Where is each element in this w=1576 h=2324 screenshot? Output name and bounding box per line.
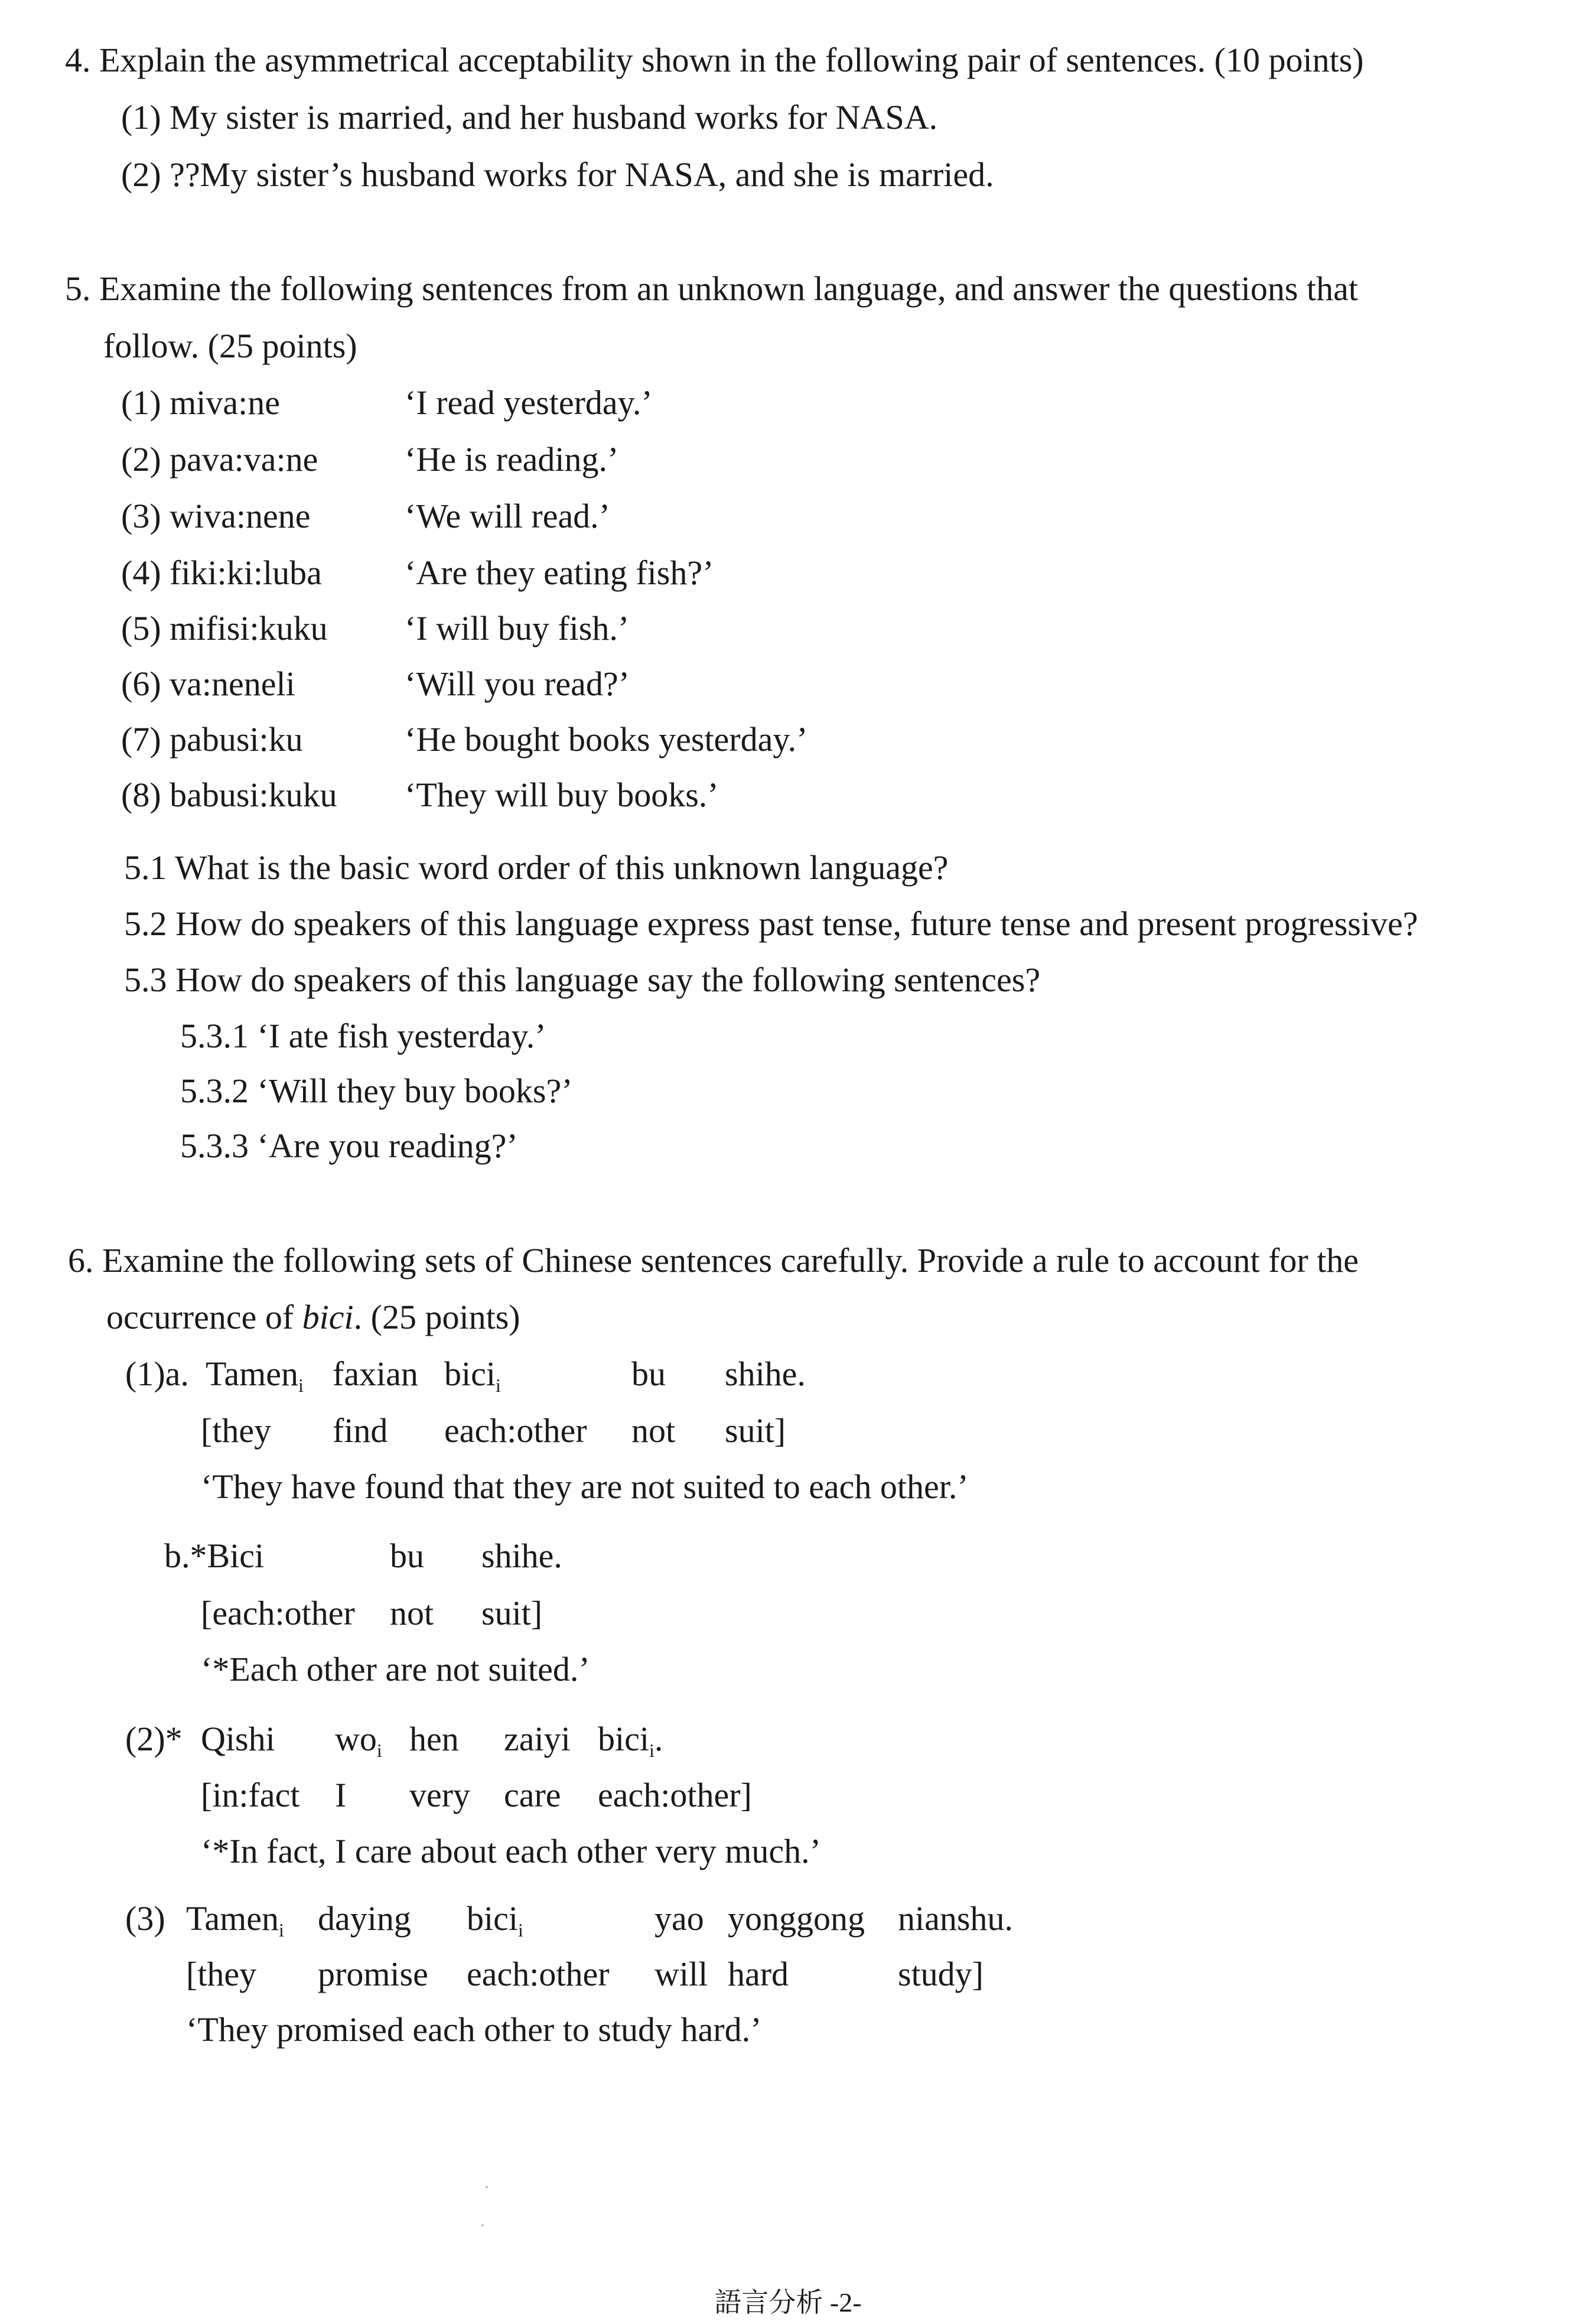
scan-speck xyxy=(486,2186,488,2188)
q5-gloss-2: ‘He is reading.’ xyxy=(405,440,619,479)
ex1a-word-1 xyxy=(206,1354,304,1397)
q5-form-2: (2) pava:va:ne xyxy=(121,440,318,479)
ex1b-gloss-2: not xyxy=(390,1594,434,1632)
q5-gloss-8: ‘They will buy books.’ xyxy=(405,776,719,814)
ex1a-word-4: bu xyxy=(631,1355,666,1393)
ex2-index-2: i xyxy=(376,1740,382,1762)
ex1a-word-5: shihe. xyxy=(725,1355,806,1393)
q5-gloss-4: ‘Are they eating fish?’ xyxy=(405,554,714,592)
ex2-word-3: hen xyxy=(409,1720,459,1758)
ex3-label: (3) xyxy=(125,1899,165,1938)
ex1b-gloss-3: suit] xyxy=(481,1594,543,1632)
ex1a-word-2: faxian xyxy=(333,1355,418,1393)
q5-gloss-6: ‘Will you read?’ xyxy=(405,665,630,703)
ex1a-label: (1)a. xyxy=(125,1355,189,1393)
ex1b-word-1: bu xyxy=(390,1537,424,1575)
ex3-word-3 xyxy=(467,1899,523,1939)
ex3-gloss-5: hard xyxy=(728,1955,789,1993)
ex3-gloss-2: promise xyxy=(318,1955,428,1993)
q5-gloss-3: ‘We will read.’ xyxy=(405,497,610,535)
q5-sub-2: 5.2 How do speakers of this language express past tense, future tense and present progressive? xyxy=(124,904,1418,943)
ex2-period: . xyxy=(654,1720,663,1758)
ex1a-word-1-text: Tamen xyxy=(206,1355,298,1393)
ex2-gloss-5: each:other] xyxy=(598,1776,752,1814)
q5-form-4: (4) fiki:ki:luba xyxy=(121,554,322,592)
q5-gloss-5: ‘I will buy fish.’ xyxy=(405,609,630,647)
ex1a-index-1: i xyxy=(298,1375,304,1397)
ex2-label: (2)* xyxy=(125,1720,183,1758)
ex2-gloss-4: care xyxy=(504,1776,561,1814)
ex1a-word-3-text: bici xyxy=(444,1355,496,1393)
ex2-translation: ‘*In fact, I care about each other very much.’ xyxy=(201,1832,821,1870)
q6-prompt-text: occurrence of xyxy=(106,1298,302,1336)
ex1b-label: b.*Bici xyxy=(164,1537,265,1575)
ex3-word-6: nianshu. xyxy=(898,1899,1013,1938)
q5-gloss-7: ‘He bought books yesterday.’ xyxy=(405,720,808,759)
q5-sub-3-2: 5.3.2 ‘Will they buy books?’ xyxy=(180,1072,573,1110)
ex1b-translation: ‘*Each other are not suited.’ xyxy=(201,1650,590,1688)
ex1a-gloss-4: not xyxy=(631,1411,676,1450)
ex3-gloss-4: will xyxy=(655,1955,708,1993)
ex3-word-2: daying xyxy=(318,1899,411,1938)
q5-prompt-line2: follow. (25 points) xyxy=(103,327,357,365)
q6-prompt-line1: 6. Examine the following sets of Chinese sentences carefully. Provide a rule to account for the xyxy=(68,1241,1359,1280)
ex2-word-2-text: wo xyxy=(335,1720,377,1758)
ex1a-gloss-2: find xyxy=(333,1411,388,1450)
scan-speck xyxy=(481,2224,484,2227)
ex1b-word-2: shihe. xyxy=(481,1537,562,1575)
ex2-gloss-2: I xyxy=(335,1776,347,1814)
q4-sentence-1: (1) My sister is married, and her husband works for NASA. xyxy=(121,98,938,136)
ex2-word-5-text: bici xyxy=(598,1720,649,1758)
ex3-gloss-1: [they xyxy=(186,1955,257,1993)
ex1a-index-3: i xyxy=(495,1375,501,1397)
q5-sub-3-1: 5.3.1 ‘I ate fish yesterday.’ xyxy=(180,1017,546,1055)
q6-prompt-line2 xyxy=(106,1297,520,1337)
ex3-word-3-text: bici xyxy=(467,1899,518,1938)
ex2-gloss-1: [in:fact xyxy=(201,1776,300,1814)
ex3-word-5: yonggong xyxy=(728,1899,865,1938)
q5-form-5: (5) mifisi:kuku xyxy=(121,609,328,647)
page-footer: 語言分析 -2- xyxy=(714,2287,862,2318)
ex1a-gloss-3: each:other xyxy=(444,1411,587,1450)
ex3-word-1 xyxy=(186,1899,284,1939)
q5-form-3: (3) wiva:nene xyxy=(121,497,311,535)
ex1a-word-3 xyxy=(444,1354,501,1397)
ex2-word-5 xyxy=(598,1719,663,1762)
ex2-gloss-3: very xyxy=(409,1776,471,1814)
q5-gloss-1: ‘I read yesterday.’ xyxy=(405,383,653,422)
ex3-gloss-3: each:other xyxy=(467,1955,610,1993)
ex1a-translation: ‘They have found that they are not suited to each other.’ xyxy=(201,1467,969,1506)
q6-prompt-points: . (25 points) xyxy=(353,1298,520,1336)
q5-form-8: (8) babusi:kuku xyxy=(121,776,337,814)
ex3-translation: ‘They promised each other to study hard.’ xyxy=(186,2010,762,2049)
ex2-word-4: zaiyi xyxy=(504,1720,571,1758)
q5-form-1: (1) miva:ne xyxy=(121,383,280,422)
ex1a-gloss-5: suit] xyxy=(725,1411,786,1450)
ex2-index-5: i xyxy=(649,1740,655,1762)
ex1b-gloss-1: [each:other xyxy=(201,1594,355,1632)
q4-sentence-2: (2) ??My sister’s husband works for NASA, and she is married. xyxy=(121,155,994,194)
q5-sub-3: 5.3 How do speakers of this language say the following sentences? xyxy=(124,961,1041,999)
ex1a-gloss-1: [they xyxy=(201,1411,272,1450)
q5-form-6: (6) va:neneli xyxy=(121,665,295,703)
q4-prompt: 4. Explain the asymmetrical acceptability shown in the following pair of sentences. (10 points) xyxy=(65,41,1364,79)
q5-prompt-line1: 5. Examine the following sentences from an unknown language, and answer the questions that xyxy=(65,269,1358,308)
q5-sub-1: 5.1 What is the basic word order of this unknown language? xyxy=(124,848,949,887)
ex3-word-1-text: Tamen xyxy=(186,1899,279,1938)
q5-form-7: (7) pabusi:ku xyxy=(121,720,303,759)
ex3-index-3: i xyxy=(517,1920,523,1941)
ex2-word-1: Qishi xyxy=(201,1720,275,1758)
ex3-index-1: i xyxy=(278,1920,284,1941)
ex3-word-4: yao xyxy=(655,1899,704,1938)
ex2-word-2 xyxy=(335,1719,382,1762)
q6-prompt-term: bici xyxy=(302,1298,354,1336)
q5-sub-3-3: 5.3.3 ‘Are you reading?’ xyxy=(180,1127,518,1165)
ex3-gloss-6: study] xyxy=(898,1955,984,1993)
